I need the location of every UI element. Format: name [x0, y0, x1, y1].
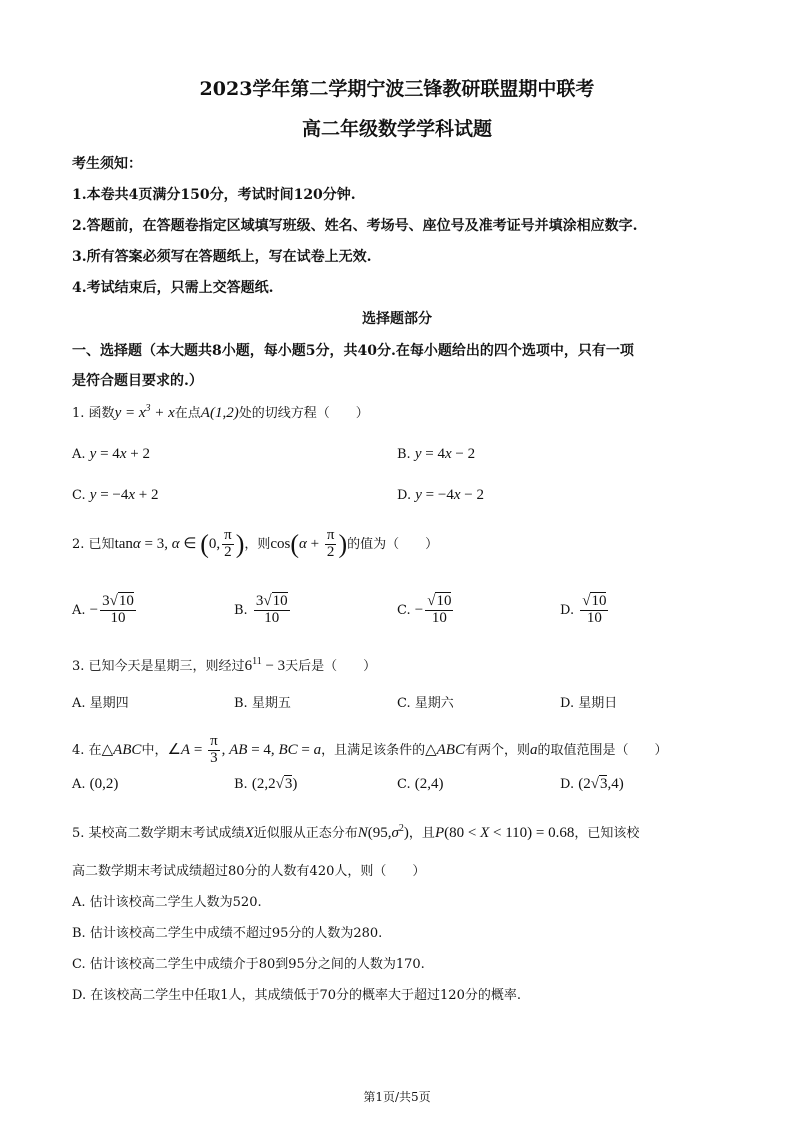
q4-option-c: C. (2,4)	[397, 776, 444, 792]
part1-instructions-line2: 是符合题目要求的.）	[72, 373, 203, 389]
notice-item-2: 2.答题前，在答题卷指定区域填写班级、姓名、考场号、座位号及准考证号并填涂相应数字.	[72, 218, 638, 234]
q1-option-a: A. y = 4x + 2	[72, 446, 150, 462]
q1-option-d: D. y = −4x − 2	[397, 487, 484, 503]
part1-instructions-line1: 一、选择题（本大题共8小题，每小题5分，共40分.在每小题给出的四个选项中，只有一项	[72, 343, 634, 359]
notice-item-1: 1.本卷共4页满分150分，考试时间120分钟.	[72, 187, 356, 203]
q4-option-b: B. (2,2√3)	[234, 776, 298, 792]
q4-option-d: D. (2√3,4)	[560, 776, 624, 792]
exam-subtitle: 高二年级数学学科试题	[301, 118, 492, 140]
exam-title: 2023学年第二学期宁波三锋教研联盟期中联考	[199, 78, 595, 100]
q2-option-c: C. − $\frac{√10}{10}$	[397, 593, 452, 626]
section-title: 选择题部分	[362, 311, 432, 327]
q1-point: A(1,2)	[200, 405, 239, 421]
question-4: 4. 在△ABC中，∠A = $\frac{\pi}{3}$ , AB = 4, BC = a，且满足该条件的△ABC有两个，则a的取值范围是（ ）	[72, 733, 668, 766]
q5-option-d: D. 在该校高二学生中任取1人，其成绩低于70分的概率大于超过120分的概率.	[72, 988, 521, 1003]
notice-item-4: 4.考试结束后，只需上交答题纸.	[72, 280, 274, 296]
notice-heading: 考生须知：	[72, 156, 142, 172]
q2-option-d: D. $\frac{√10}{10}$	[560, 593, 607, 626]
question-5: 5. 某校高二数学期末考试成绩X近似服从正态分布$N(95,\sigma^2)$，且P(80 < X < 110) = 0.68，已知该校	[72, 823, 640, 841]
q2-option-a: A. − $\frac{3√10}{10}$	[72, 593, 134, 626]
question-1: 1. 函数$y = x^3 + x$在点A(1,2)处的切线方程（ ）	[72, 403, 369, 421]
question-3: 3. 已知今天是星期三，则经过$6^{11} - 3$天后是（ ）	[72, 656, 377, 674]
q1-option-b: B. y = 4x − 2	[397, 446, 476, 462]
question-2: 2. 已知tanα = 3, α ∈ (0, $\frac{\pi}{2}$ )，则cos(α + $\frac{\pi}{2}$ )的值为（ ）	[72, 527, 439, 560]
q5-option-a: A. 估计该校高二学生人数为520.	[72, 895, 262, 910]
page-footer: 第1页/共5页	[363, 1090, 431, 1104]
q3-option-b: B. 星期五	[234, 696, 291, 711]
q1-option-c: C. y = −4x + 2	[72, 487, 159, 503]
q5-stem-line2: 高二数学期末考试成绩超过80分的人数有420人，则（ ）	[72, 864, 426, 879]
q1-function-formula: $y = x^3 + x$	[114, 403, 175, 421]
q3-option-a: A. 星期四	[72, 696, 129, 711]
q2-option-b: B. $\frac{3√10}{10}$	[234, 593, 288, 626]
q3-option-c: C. 星期六	[397, 696, 454, 711]
q5-option-b: B. 估计该校高二学生中成绩不超过95分的人数为280.	[72, 926, 383, 941]
q5-option-c: C. 估计该校高二学生中成绩介于80到95分之间的人数为170.	[72, 957, 425, 972]
notice-item-3: 3.所有答案必须写在答题纸上，写在试卷上无效.	[72, 249, 372, 265]
q3-option-d: D. 星期日	[560, 696, 618, 711]
q4-option-a: A. (0,2)	[72, 776, 119, 792]
